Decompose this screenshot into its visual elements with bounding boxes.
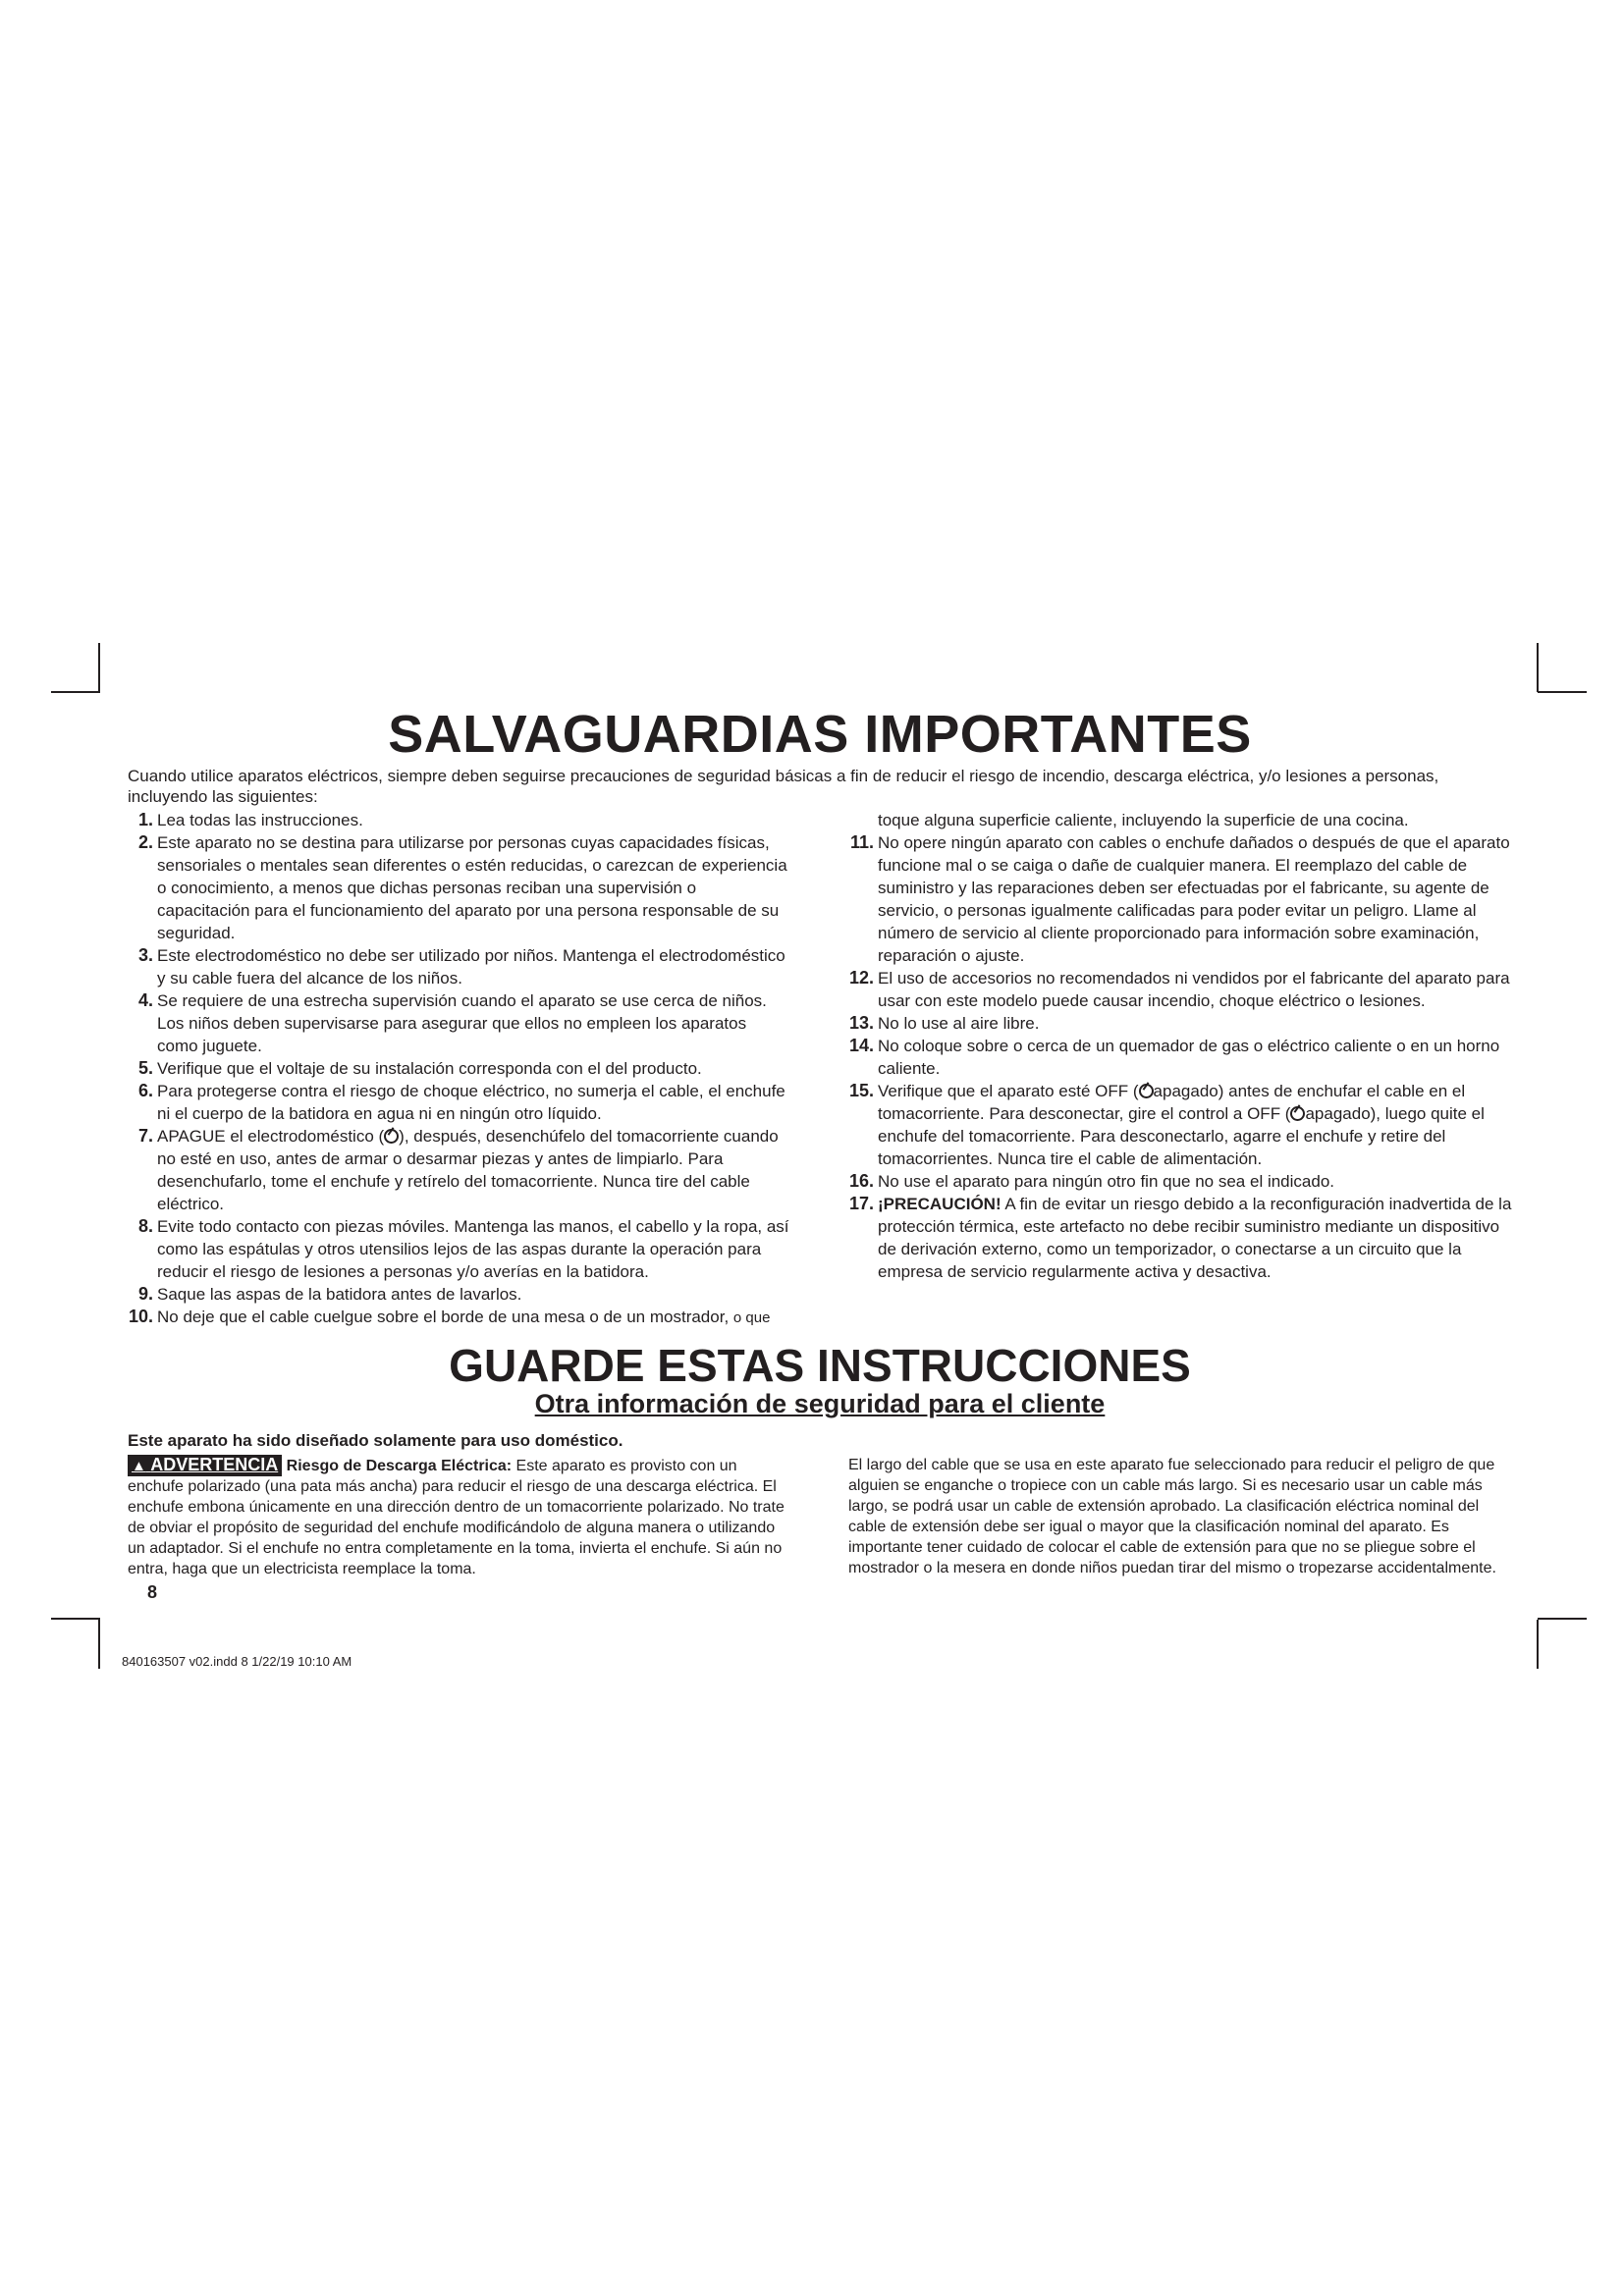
crop-mark (51, 691, 100, 693)
list-item (128, 1057, 791, 1080)
print-slug: 840163507 v02.indd 8 1/22/19 10:10 AM (122, 1654, 352, 1669)
warning-paragraph (128, 1455, 791, 1579)
item-number: 4. (137, 990, 153, 1010)
list-item (128, 1125, 791, 1215)
item-text: No coloque sobre o cerca de un quemador de gas o eléctrico caliente o en un horno caliente. (878, 1037, 1500, 1078)
item-text: Evite todo contacto con piezas móviles. Mantenga las manos, el cabello y la ropa, así como las espátulas y otros utensilios lejos de las aspas durante la operación para reducir el riesgo de lesiones a personas y/o averías en la batidora. (157, 1217, 789, 1281)
item-number: 15. (848, 1081, 874, 1100)
item-text-tail: o que (732, 1309, 771, 1326)
item-number: 12. (848, 968, 874, 988)
item-text: Saque las aspas de la batidora antes de lavarlos. (157, 1285, 522, 1304)
caution-label: ¡PRECAUCIÓN! (878, 1195, 1001, 1213)
list-item (848, 967, 1512, 1012)
warning-text: Este aparato es provisto con un enchufe polarizado (una pata más ancha) para reducir el riesgo de una descarga eléctrica. El enchufe embona únicamente en una dirección dentro de un tomacorriente polarizado. No trate de obviar el propósito de seguridad del enchufe modificándolo de alguna manera o utilizando un adaptador. Si el enchufe no entra completamente en la toma, invierta el enchufe. Si aún no entra, haga que un electricista reemplace la toma. (128, 1458, 785, 1577)
item-text: Para protegerse contra el riesgo de choque eléctrico, no sumerja el cable, el enchufe ni el cuerpo de la batidora en agua ni en ningún otro líquido. (157, 1082, 785, 1123)
list-item (128, 1215, 791, 1283)
info-columns (128, 1455, 1512, 1579)
list-item (848, 1193, 1512, 1283)
safeguards-list-right (848, 809, 1512, 1283)
list-item (128, 944, 791, 989)
item-number: 9. (137, 1284, 153, 1304)
item-text: Se requiere de una estrecha supervisión cuando el aparato se use cerca de niños. Los niños deben supervisarse para asegurar que ellos no empleen los aparatos como juguete. (157, 991, 767, 1055)
item-text: Lea todas las instrucciones. (157, 811, 363, 829)
section-subtitle: Otra información de seguridad para el cliente (534, 1389, 1106, 1418)
safeguards-columns (128, 809, 1512, 1329)
item-number: 17. (848, 1194, 874, 1213)
list-item (848, 1035, 1512, 1080)
item-text: No opere ningún aparato con cables o enchufe dañados o después de que el aparato funcione mal o se caiga o dañe de cualquier manera. El reemplazo del cable de suministro y las reparaciones deben ser efectuadas por el fabricante, su agente de servicio, o personas igualmente calificadas para poder evitar un peligro. Llame al número de servicio al cliente proporcionado para información sobre examinación, reparación o ajuste. (878, 833, 1510, 965)
list-item (128, 831, 791, 944)
save-instructions-title: GUARDE ESTAS INSTRUCCIONES (449, 1340, 1191, 1391)
item-number: 5. (137, 1058, 153, 1078)
item-number: 14. (848, 1036, 874, 1055)
off-symbol-icon (384, 1129, 399, 1144)
item-text: No lo use al aire libre. (878, 1014, 1040, 1033)
item-text: ), después, desenchúfelo del tomacorriente cuando no esté en uso, antes de armar o desarmar piezas y antes de limpiarlo. Para desenchufarlo, tome el enchufe y retírelo del tomacorriente. Nunca tire del cable eléctrico. (157, 1127, 779, 1213)
safeguards-list-left (128, 809, 791, 1329)
item-number: 11. (849, 832, 874, 852)
crop-mark (1537, 643, 1539, 692)
item-number: 13. (848, 1013, 874, 1033)
list-item (128, 989, 791, 1057)
list-item (128, 809, 791, 831)
item-number: 16. (848, 1171, 874, 1191)
household-use-note: Este aparato ha sido diseñado solamente para uso doméstico. (128, 1431, 623, 1450)
item-text: APAGUE el electrodoméstico ( (157, 1127, 385, 1146)
crop-mark (98, 643, 100, 692)
crop-mark (1538, 1618, 1587, 1620)
crop-mark (51, 1618, 100, 1620)
item-number: 6. (137, 1081, 153, 1100)
right-column (848, 809, 1512, 1329)
page-number: 8 (147, 1582, 158, 1602)
item-text: No deje que el cable cuelgue sobre el borde de una mesa o de un mostrador, (157, 1308, 730, 1326)
list-item (848, 1012, 1512, 1035)
item-number: 3. (137, 945, 153, 965)
crop-mark (1538, 691, 1587, 693)
item-text: Este aparato no se destina para utilizarse por personas cuyas capacidades físicas, sensoriales o mentales sean diferentes o estén reducidas, o carezcan de experiencia o conocimiento, a menos que dichas personas reciban una supervisión o capacitación para el funcionamiento del aparato por una persona responsable de su seguridad. (157, 833, 787, 942)
off-symbol-icon (1290, 1106, 1305, 1121)
item-text: toque alguna superficie caliente, incluyendo la superficie de una cocina. (878, 811, 1409, 829)
warning-lead: Riesgo de Descarga Eléctrica: (286, 1458, 513, 1474)
list-item (128, 1080, 791, 1125)
item-text: apagado) antes de enchufar el cable en el tomacorriente. Para desconectar, gire el control a OFF ( (878, 1082, 1466, 1123)
crop-mark (98, 1620, 100, 1669)
intro-text: Cuando utilice aparatos eléctricos, siempre deben seguirse precauciones de seguridad básicas a fin de reducir el riesgo de incendio, descarga eléctrica, y/o lesiones a personas, incluyendo las siguientes: (128, 767, 1439, 806)
list-item (128, 1283, 791, 1306)
item-text: Verifique que el voltaje de su instalación corresponda con el del producto. (157, 1059, 702, 1078)
item-text: Verifique que el aparato esté OFF ( (878, 1082, 1139, 1100)
off-symbol-icon (1139, 1084, 1154, 1098)
item-number: 7. (137, 1126, 153, 1146)
list-item-continuation (848, 809, 1512, 831)
item-text: apagado), luego quite el enchufe del tomacorriente. Para desconectarlo, agarre el enchufe y retire del tomacorrientes. Nunca tire el cable de alimentación. (878, 1104, 1485, 1168)
item-number: 1. (137, 810, 153, 829)
item-text: El uso de accesorios no recomendados ni vendidos por el fabricante del aparato para usar con este modelo puede causar incendio, choque eléctrico o lesiones. (878, 969, 1510, 1010)
list-item (128, 1306, 791, 1329)
item-number: 2. (137, 832, 153, 852)
item-number: 10. (128, 1307, 153, 1326)
item-text: No use el aparato para ningún otro fin que no sea el indicado. (878, 1172, 1334, 1191)
item-number: 8. (137, 1216, 153, 1236)
list-item (848, 1170, 1512, 1193)
document-content (128, 707, 1512, 1579)
list-item (848, 1080, 1512, 1170)
left-column (128, 809, 791, 1329)
cord-paragraph: El largo del cable que se usa en este aparato fue seleccionado para reducir el peligro de que alguien se enganche o tropiece con un cable más largo. Si es necesario usar un cable más largo, se podrá usar un cable de extensión aprobado. La clasificación eléctrica nominal del cable de extensión debe ser igual o mayor que la clasificación nominal del aparato. Es importante tener cuidado de colocar el cable de extensión para que no se pliegue sobre el mostrador o la mesera en donde niños puedan tirar del mismo o tropezarse accidentalmente. (848, 1457, 1496, 1576)
list-item (848, 831, 1512, 967)
warning-triangle-icon: ▲ (132, 1458, 146, 1474)
item-text: Este electrodoméstico no debe ser utilizado por niños. Mantenga el electrodoméstico y su cable fuera del alcance de los niños. (157, 946, 785, 988)
item-text: A fin de evitar un riesgo debido a la reconfiguración inadvertida de la protección térmica, este artefacto no debe recibir suministro mediante un dispositivo de derivación externo, como un temporizador, o conectarse a un circuito que la empresa de servicio regularmente activa y desactiva. (878, 1195, 1512, 1281)
warning-badge-label: ADVERTENCIA (150, 1455, 279, 1474)
page-title: SALVAGUARDIAS IMPORTANTES (388, 705, 1252, 764)
crop-mark (1537, 1620, 1539, 1669)
warning-badge (128, 1455, 282, 1476)
